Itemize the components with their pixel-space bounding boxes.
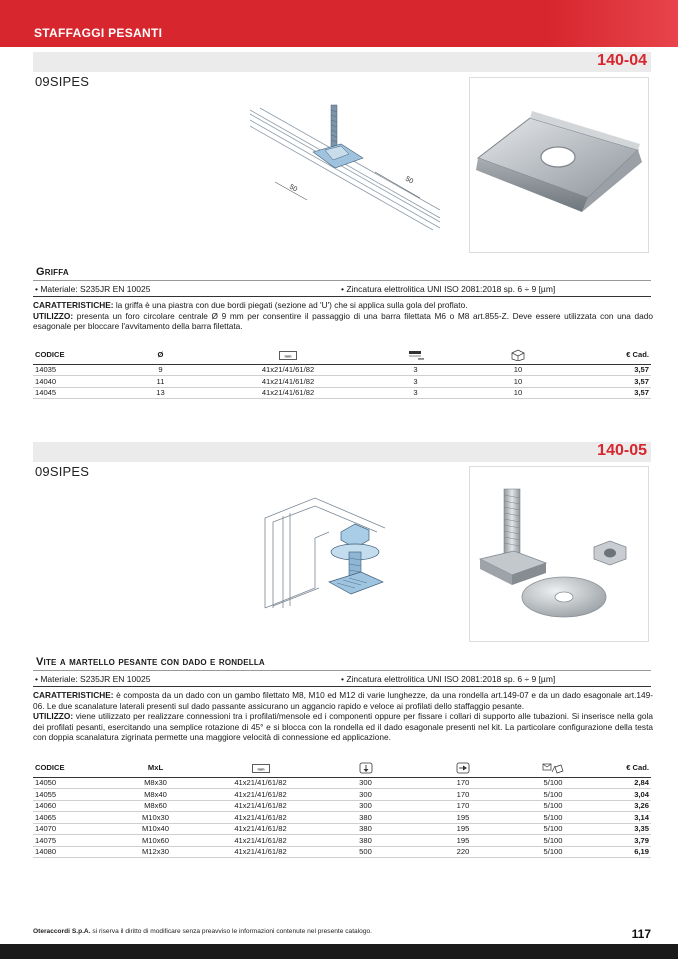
usage-label: UTILIZZO: [33, 711, 74, 721]
profile-mm-icon [252, 764, 270, 773]
disclaimer-text: si riserva il diritto di modificare senza preavviso le informazioni contenute nel presente catalogo. [90, 928, 373, 935]
finish-spec: • Zincatura elettrolitica UNI ISO 2081:2018 sp. 6 ÷ 9 [µm] [341, 674, 556, 684]
product-title: Vite a martello pesante con dado e rondella [36, 656, 265, 668]
cell-profile: 41x21/41/61/82 [203, 812, 318, 824]
package-icon [542, 762, 564, 774]
cell-profile: 41x21/41/61/82 [203, 800, 318, 812]
product-description [33, 690, 653, 743]
thickness-mm-icon [408, 350, 424, 360]
divider [33, 670, 651, 671]
product-bar-140-04 [33, 52, 651, 72]
characteristics-label: CARATTERISTICHE: [33, 300, 114, 310]
cell-pack: 5/100 [513, 800, 593, 812]
cell-price: 3,57 [578, 376, 651, 388]
cell-load-lateral: 220 [413, 846, 513, 858]
package-icon [510, 349, 526, 361]
cell-profile: 41x21/41/61/82 [203, 789, 318, 801]
cell-price: 3,35 [593, 823, 651, 835]
col-header-pack [458, 346, 578, 364]
svg-text:mm: mm [417, 356, 424, 360]
cell-load-lateral: 195 [413, 823, 513, 835]
cell-code: 14035 [33, 364, 118, 376]
cell-size: M8x40 [108, 789, 203, 801]
material-spec: • Materiale: S235JR EN 10025 [35, 284, 151, 294]
cell-pack: 5/100 [513, 823, 593, 835]
griffa-photo [469, 77, 649, 253]
table-row [33, 376, 651, 388]
hammer-bolt-technical-drawing [245, 488, 425, 618]
brand-label: 09SIPES [35, 74, 90, 89]
cell-profile: 41x21/41/61/82 [203, 835, 318, 847]
col-header-size: MxL [108, 759, 203, 777]
divider [33, 296, 651, 297]
col-header-price: € Cad. [593, 759, 651, 777]
cell-load-axial: 380 [318, 823, 413, 835]
brand-label: 09SIPES [35, 464, 90, 479]
dimension-label: 50 [288, 183, 299, 194]
cell-size: M12x30 [108, 846, 203, 858]
cell-price: 3,57 [578, 364, 651, 376]
cell-price: 3,26 [593, 800, 651, 812]
col-header-thickness [373, 346, 458, 364]
product-code: 140-04 [597, 52, 647, 69]
table-row [33, 812, 651, 824]
table-header-row [33, 759, 651, 777]
cell-code: 14065 [33, 812, 108, 824]
product-description [33, 300, 653, 332]
cell-pack: 5/100 [513, 835, 593, 847]
table-row [33, 835, 651, 847]
cell-load-axial: 300 [318, 777, 413, 789]
product-code: 140-05 [597, 442, 647, 459]
product-title: Griffa [36, 266, 69, 278]
table-row [33, 789, 651, 801]
cell-load-lateral: 170 [413, 789, 513, 801]
finish-spec: • Zincatura elettrolitica UNI ISO 2081:2018 sp. 6 ÷ 9 [µm] [341, 284, 556, 294]
characteristics-text: la griffa è una piastra con due bordi piegati (sezione ad 'U') che si applica sulla gola del proflato. [113, 300, 468, 310]
cell-load-axial: 380 [318, 812, 413, 824]
header-band [0, 0, 678, 47]
header-accent [548, 0, 678, 47]
cell-price: 3,04 [593, 789, 651, 801]
col-header-profile [203, 759, 318, 777]
profile-mm-icon [279, 351, 297, 360]
usage-text: viene utilizzato per realizzare connessioni tra i profilati/mensole ed i componenti oppure per fissare i collari di supporto alle tubazioni. Si inserisce nella gola dei profilati pesanti, esercitando una semplice rotazione di 45° e si blocca con la rondella ed il dado esagonale presenti nel kit. La particolare configurazione della testa con doppia scanalatura zigrinata permette una maggiore velocità di connessione ed applicazione. [33, 711, 653, 742]
cell-code: 14080 [33, 846, 108, 858]
axial-load-icon [359, 762, 373, 774]
usage-label: UTILIZZO: [33, 310, 74, 321]
cell-profile: 41x21/41/61/82 [203, 777, 318, 789]
cell-load-axial: 380 [318, 835, 413, 847]
cell-diameter: 13 [118, 387, 203, 399]
dimension-label: 50 [404, 175, 415, 186]
price-table-140-05 [33, 759, 651, 858]
table-row [33, 800, 651, 812]
footer-band [0, 944, 678, 959]
cell-code: 14045 [33, 387, 118, 399]
cell-profile: 41x21/41/61/82 [203, 387, 373, 399]
cell-code: 14050 [33, 777, 108, 789]
cell-profile: 41x21/41/61/82 [203, 823, 318, 835]
cell-pack: 10 [458, 387, 578, 399]
material-spec: • Materiale: S235JR EN 10025 [35, 674, 151, 684]
cell-load-lateral: 170 [413, 777, 513, 789]
cell-profile: 41x21/41/61/82 [203, 364, 373, 376]
cell-thickness: 3 [373, 387, 458, 399]
cell-code: 14055 [33, 789, 108, 801]
cell-pack: 5/100 [513, 812, 593, 824]
cell-load-axial: 300 [318, 789, 413, 801]
lateral-load-icon [456, 762, 470, 774]
cell-pack: 5/100 [513, 846, 593, 858]
col-header-diameter: Ø [118, 346, 203, 364]
divider [33, 686, 651, 687]
usage-text: presenta un foro circolare centrale Ø 9 mm per consentire il passaggio di una barra filettata M6 o M8 art.855-Z. Deve essere utilizzata con una dado esagonale per bloccare l'avvitamento della barra filettata. [33, 310, 653, 331]
cell-price: 3,79 [593, 835, 651, 847]
company-name: Oteraccordi S.p.A. [33, 928, 91, 935]
cell-size: M8x60 [108, 800, 203, 812]
cell-load-lateral: 195 [413, 812, 513, 824]
cell-code: 14060 [33, 800, 108, 812]
cell-size: M10x60 [108, 835, 203, 847]
table-row [33, 777, 651, 789]
griffa-technical-drawing [245, 100, 445, 235]
col-header-load-lateral [413, 759, 513, 777]
cell-price: 2,84 [593, 777, 651, 789]
table-row [33, 364, 651, 376]
cell-pack: 5/100 [513, 777, 593, 789]
price-table-140-04 [33, 346, 651, 399]
col-header-profile [203, 346, 373, 364]
product-bar-140-05 [33, 442, 651, 462]
col-header-pack [513, 759, 593, 777]
col-header-code: CODICE [33, 346, 118, 364]
table-row [33, 387, 651, 399]
cell-price: 3,57 [578, 387, 651, 399]
cell-diameter: 11 [118, 376, 203, 388]
cell-pack: 5/100 [513, 789, 593, 801]
cell-pack: 10 [458, 376, 578, 388]
cell-thickness: 3 [373, 376, 458, 388]
divider [33, 280, 651, 281]
cell-price: 6,19 [593, 846, 651, 858]
characteristics-text: è composta da un dado con un gambo filettato M8, M10 ed M12 di varie lunghezze, da una rondella art.149-07 e da un dado esagonale art.149-06. Le due scanalature laterali presenti sul dado passante assicurano un aggancio rapido e veloce ai profilati dello staffaggio pesante. [33, 690, 653, 711]
cell-load-axial: 300 [318, 800, 413, 812]
cell-thickness: 3 [373, 364, 458, 376]
cell-load-lateral: 195 [413, 835, 513, 847]
table-row [33, 846, 651, 858]
hammer-bolt-photo [469, 466, 649, 642]
cell-size: M10x30 [108, 812, 203, 824]
cell-profile: 41x21/41/61/82 [203, 376, 373, 388]
cell-size: M10x40 [108, 823, 203, 835]
cell-code: 14040 [33, 376, 118, 388]
svg-text:mm: mm [284, 353, 292, 358]
cell-load-axial: 500 [318, 846, 413, 858]
characteristics-label: CARATTERISTICHE: [33, 690, 114, 700]
col-header-code: CODICE [33, 759, 108, 777]
cell-pack: 10 [458, 364, 578, 376]
footer-disclaimer [33, 928, 372, 935]
col-header-load-axial [318, 759, 413, 777]
page-number: 117 [631, 927, 651, 941]
col-header-price: € Cad. [578, 346, 651, 364]
cell-load-lateral: 170 [413, 800, 513, 812]
svg-text:mm: mm [256, 766, 265, 771]
cell-code: 14075 [33, 835, 108, 847]
hammer-bolt-kit-image [470, 467, 648, 641]
table-row [33, 823, 651, 835]
table-header-row [33, 346, 651, 364]
cell-price: 3,14 [593, 812, 651, 824]
griffa-plate-image [470, 78, 648, 252]
cell-diameter: 9 [118, 364, 203, 376]
section-title: STAFFAGGI PESANTI [34, 26, 163, 40]
cell-size: M8x30 [108, 777, 203, 789]
cell-code: 14070 [33, 823, 108, 835]
cell-profile: 41x21/41/61/82 [203, 846, 318, 858]
